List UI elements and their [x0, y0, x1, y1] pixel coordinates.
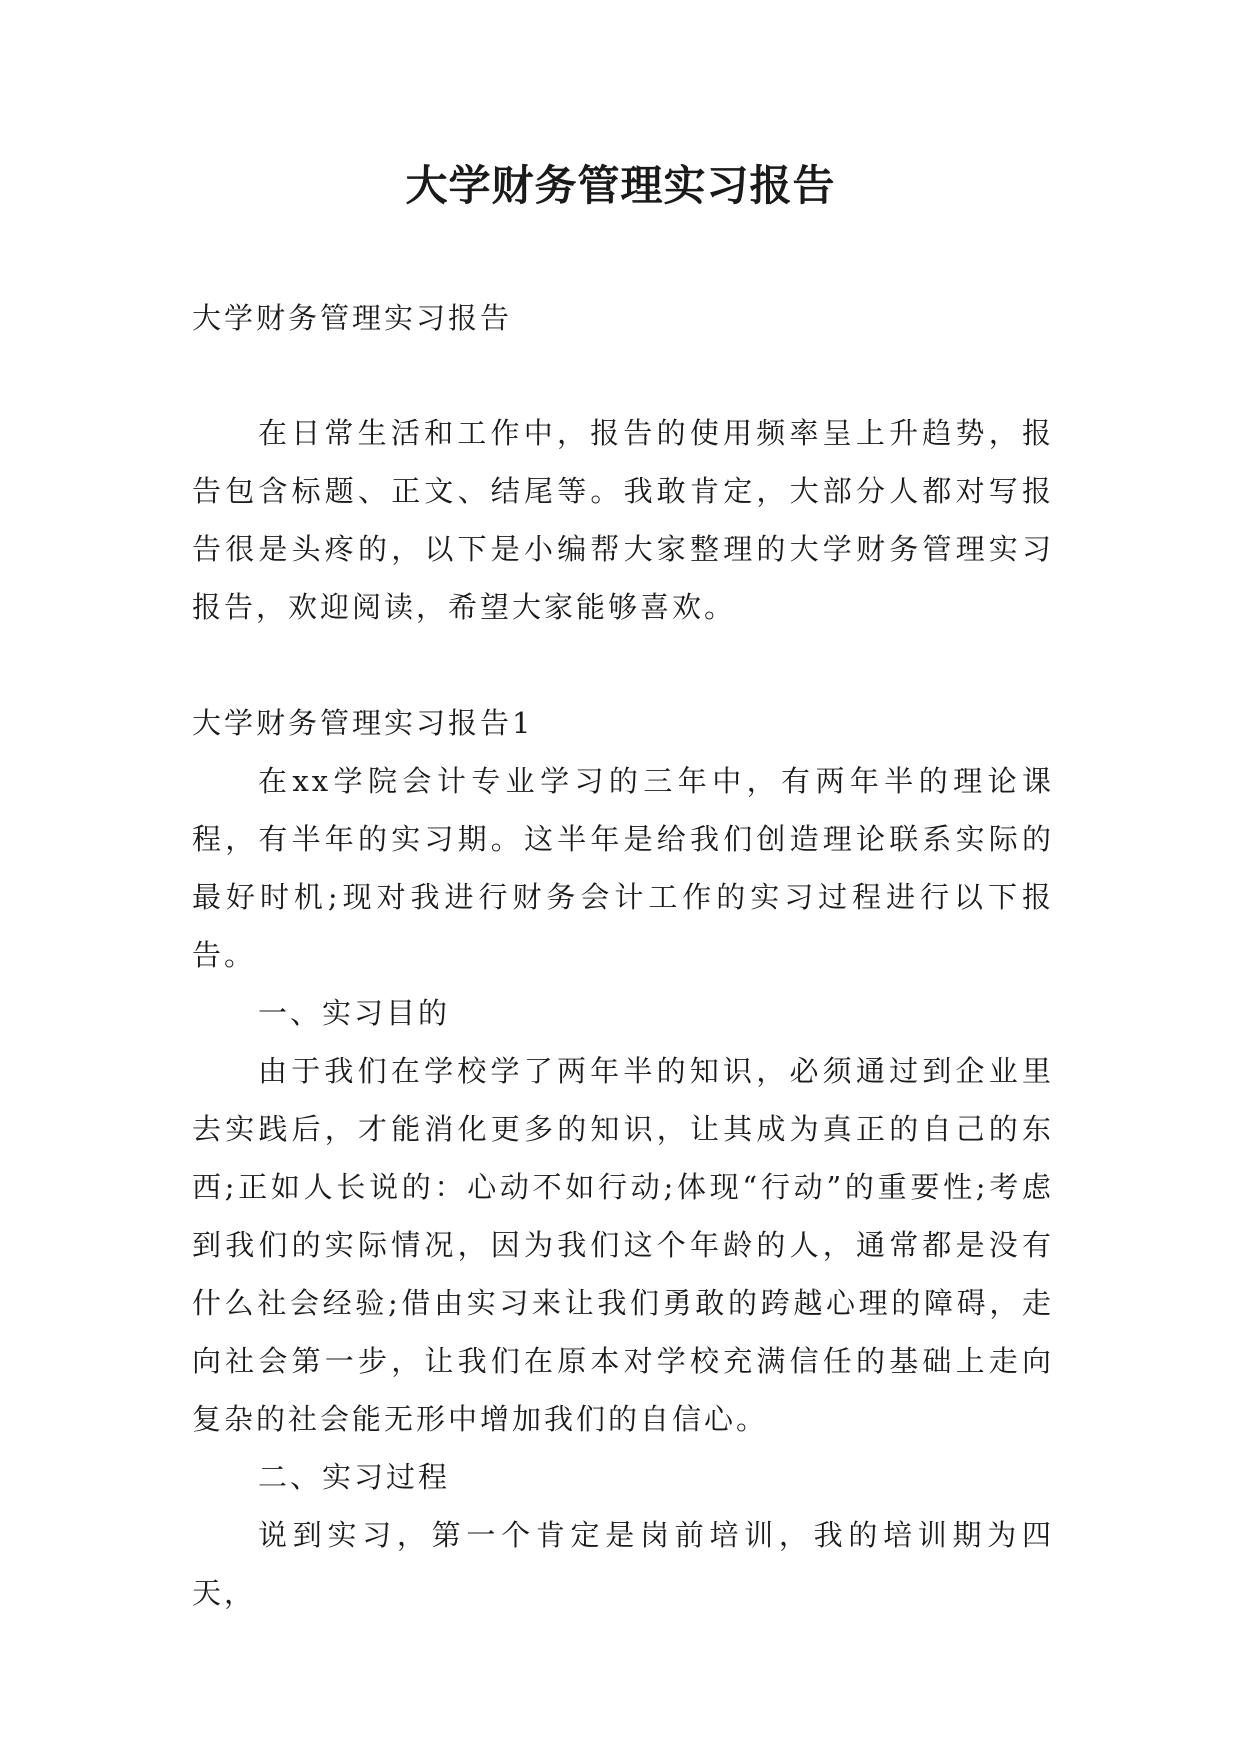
document-title: 大学财务管理实习报告 [405, 161, 836, 210]
paragraph-2: 由于我们在学校学了两年半的知识，必须通过到企业里去实践后，才能消化更多的知识，让其成为真正的自己的东西;正如人长说的：心动不如行动;体现“行动”的重要性;考虑到我们的实际情况，因为我们这个年龄的人，通常都是没有什么社会经验;借由实习来让我们勇敢的跨越心理的障碍，走向社会第一步，让我们在原本对学校充满信任的基础上走向复杂的社会能无形中增加我们的自信心。 [192, 1054, 1054, 1436]
paragraph-1: 在xx学院会计专业学习的三年中，有两年半的理论课程，有半年的实习期。这半年是给我们创造理论联系实际的最好时机;现对我进行财务会计工作的实习过程进行以下报告。 [192, 764, 1054, 972]
section-heading: 大学财务管理实习报告1 [192, 706, 534, 740]
heading-process: 二、实习过程 [258, 1460, 451, 1494]
intro-paragraph: 在日常生活和工作中，报告的使用频率呈上升趋势，报告包含标题、正文、结尾等。我敢肯定，大部分人都对写报告很是头疼的，以下是小编帮大家整理的大学财务管理实习报告，欢迎阅读，希望大家能够喜欢。 [192, 416, 1054, 624]
document-subtitle: 大学财务管理实习报告 [192, 301, 513, 335]
paragraph-3: 说到实习，第一个肯定是岗前培训，我的培训期为四天， [192, 1518, 1054, 1610]
heading-purpose: 一、实习目的 [258, 996, 451, 1030]
